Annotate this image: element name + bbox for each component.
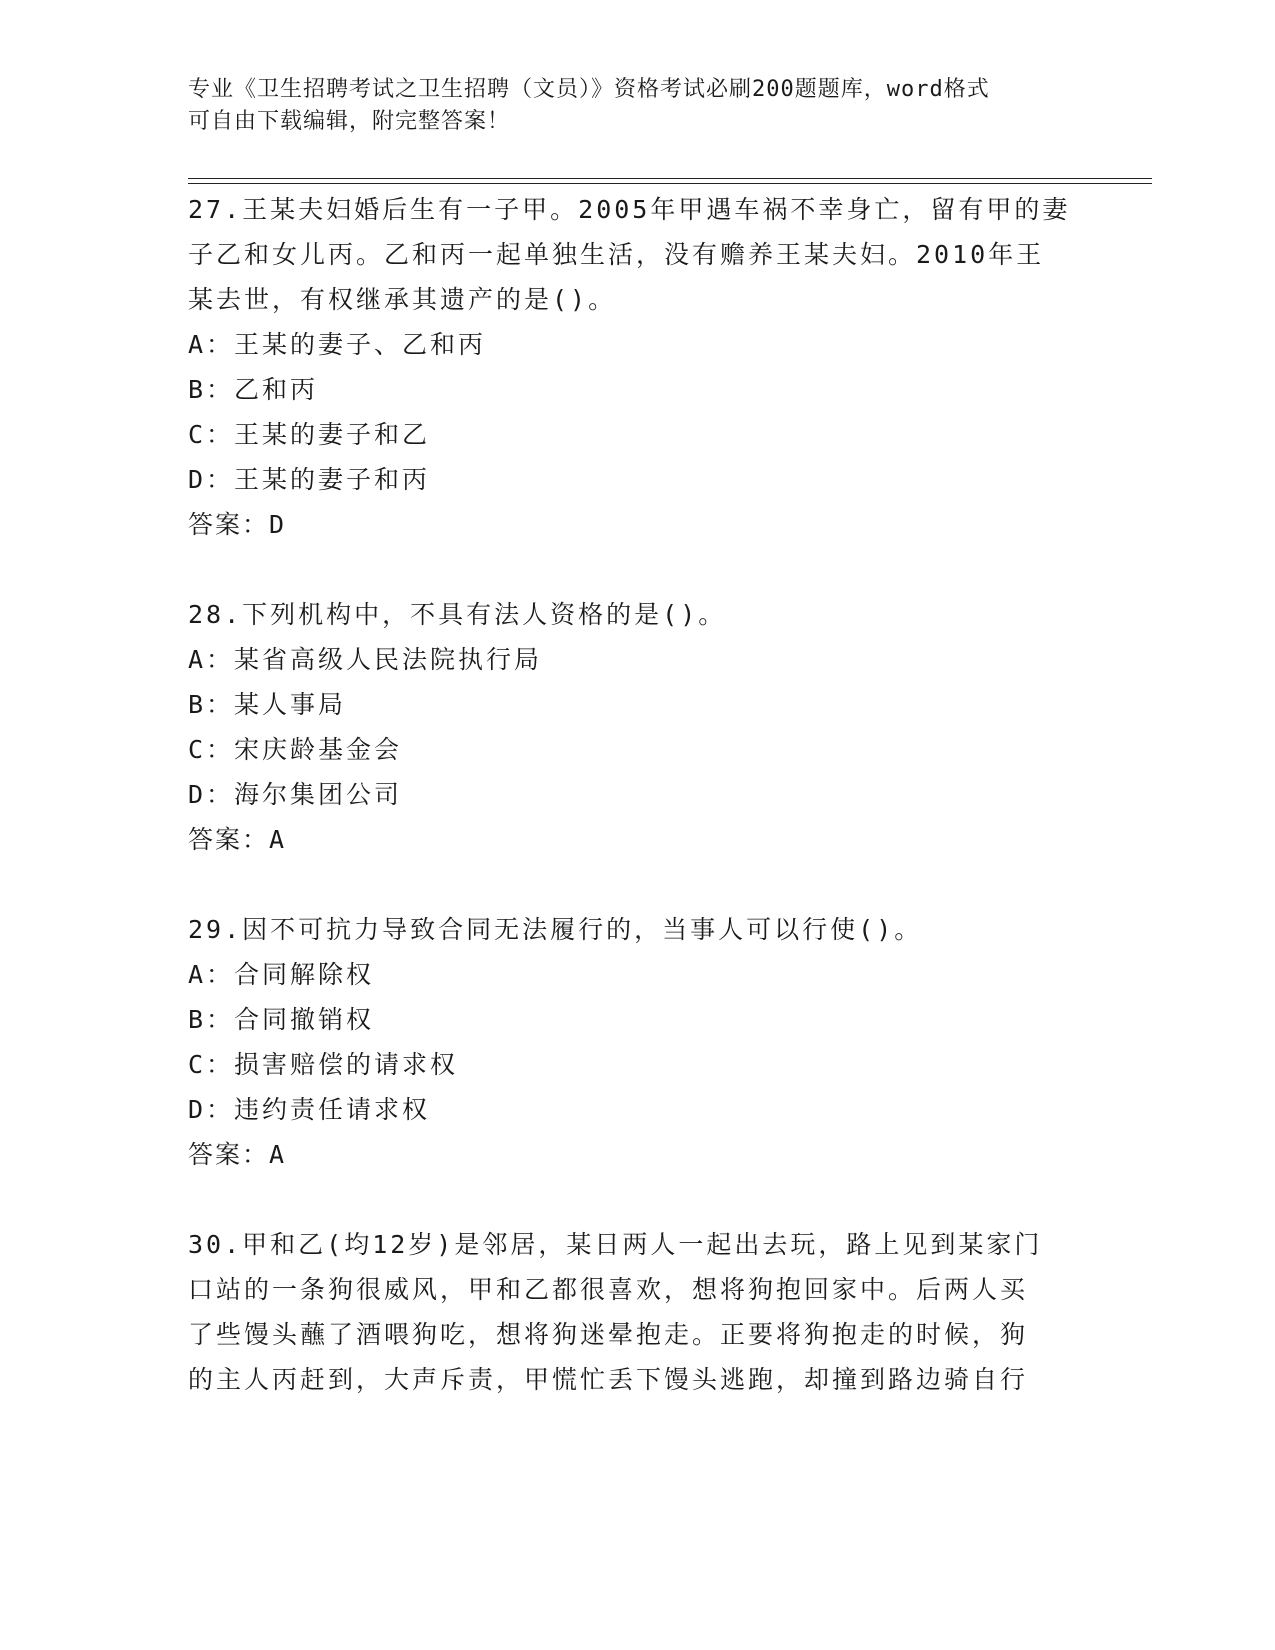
header-divider-bottom [188,183,1152,184]
answer-line: 答案：A [188,1140,287,1169]
question-30 [188,1222,1088,1402]
question-text-line: 口站的一条狗很威风，甲和乙都很喜欢，想将狗抱回家中。后两人买 [188,1275,1029,1304]
header-line-1: 专业《卫生招聘考试之卫生招聘（文员）》资格考试必刷200题题库，word格式 [188,77,990,102]
option-d: D：违约责任请求权 [188,1095,431,1124]
option-b: B：某人事局 [188,690,347,719]
answer-line: 答案：A [188,825,287,854]
document-header [188,74,1068,138]
question-text-line: 27.王某夫妇婚后生有一子甲。2005年甲遇车祸不幸身亡，留有甲的妻 [188,195,1071,224]
header-divider-top [188,178,1152,179]
option-b: B：乙和丙 [188,375,319,404]
question-text-line: 了些馒头蘸了酒喂狗吃，想将狗迷晕抱走。正要将狗抱走的时候，狗 [188,1320,1029,1349]
option-a: A：某省高级人民法院执行局 [188,645,543,674]
answer-line: 答案：D [188,510,287,539]
option-b: B：合同撤销权 [188,1005,375,1034]
option-a: A：合同解除权 [188,960,375,989]
option-a: A：王某的妻子、乙和丙 [188,330,487,359]
question-text-line: 28.下列机构中，不具有法人资格的是()。 [188,600,727,629]
question-text-line: 子乙和女儿丙。乙和丙一起单独生活，没有赡养王某夫妇。2010年王 [188,240,1045,269]
question-spacer [188,1177,1088,1222]
header-line-2: 可自由下载编辑，附完整答案！ [188,109,511,134]
question-28 [188,592,1088,862]
question-text-line: 30.甲和乙(均12岁)是邻居，某日两人一起出去玩，路上见到某家门 [188,1230,1043,1259]
option-d: D：王某的妻子和丙 [188,465,431,494]
question-text-line: 的主人丙赶到，大声斥责，甲慌忙丢下馒头逃跑，却撞到路边骑自行 [188,1365,1029,1394]
question-spacer [188,547,1088,592]
question-text-line: 29.因不可抗力导致合同无法履行的，当事人可以行使()。 [188,915,923,944]
question-spacer [188,862,1088,907]
question-29 [188,907,1088,1177]
option-d: D：海尔集团公司 [188,780,403,809]
question-text-line: 某去世，有权继承其遗产的是()。 [188,285,617,314]
question-list [188,187,1088,1402]
question-27 [188,187,1088,547]
option-c: C：损害赔偿的请求权 [188,1050,459,1079]
option-c: C：宋庆龄基金会 [188,735,403,764]
option-c: C：王某的妻子和乙 [188,420,431,449]
